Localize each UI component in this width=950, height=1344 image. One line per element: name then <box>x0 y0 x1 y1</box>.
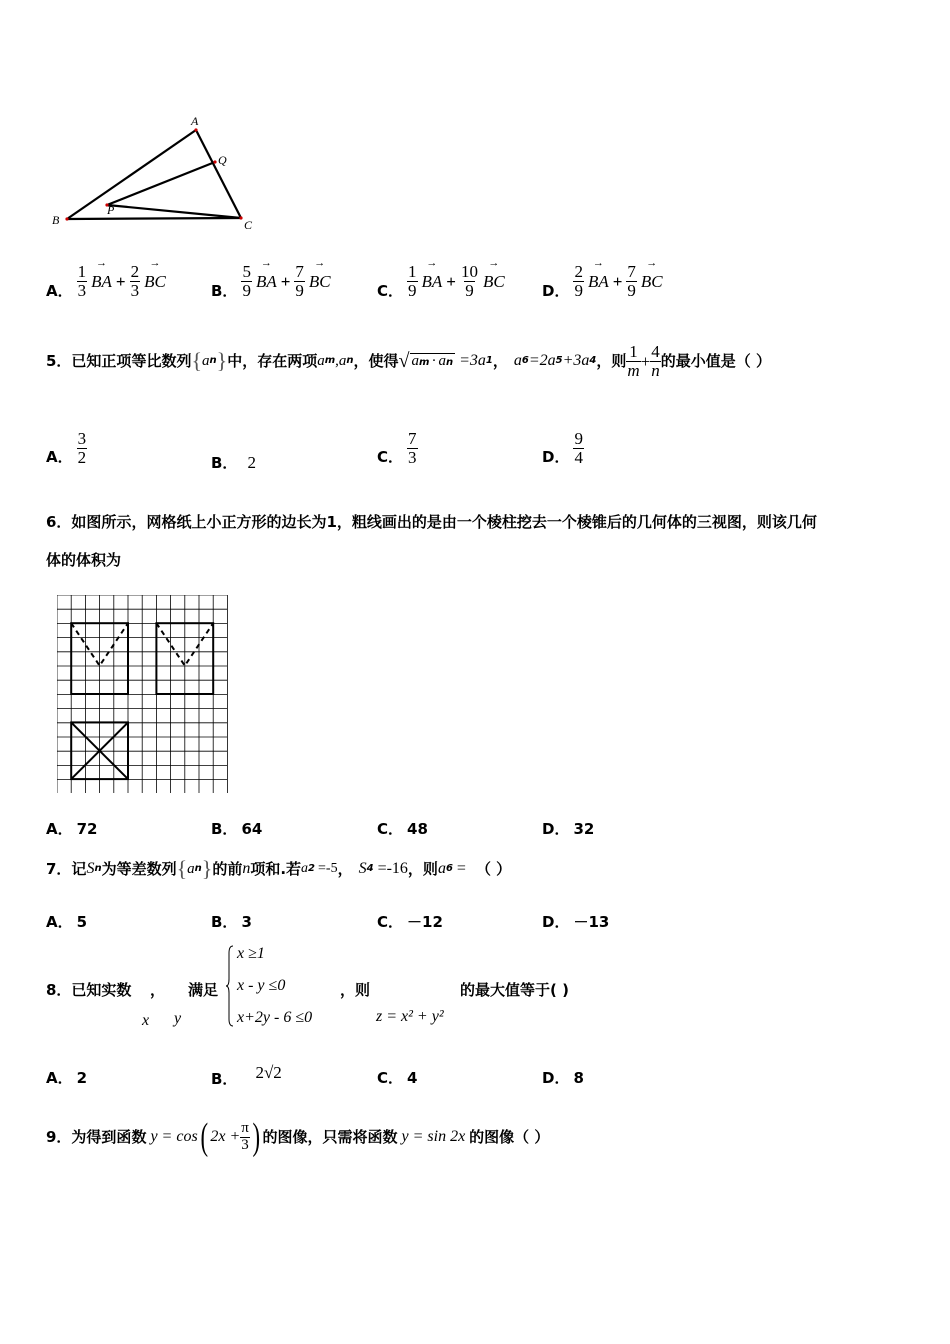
vector-ba: → BA <box>256 272 277 292</box>
q4-option-b[interactable] <box>211 262 331 301</box>
q8-z-expr: z = x² + y² <box>376 1008 444 1025</box>
q8-option-a[interactable]: A． 2 <box>46 1068 88 1087</box>
q8-var-x: x <box>142 1012 150 1029</box>
frac-1-m: $\frac{1}{m}$ <box>627 342 640 380</box>
q7-option-d[interactable]: D． －13 <box>542 913 610 931</box>
q6-option-b[interactable]: B． 64 <box>211 819 263 838</box>
sqrt-expression: √ a m · a n <box>398 350 454 373</box>
option-label: A． <box>46 282 73 300</box>
coef-1: $\frac{2}{9}$ <box>574 262 583 300</box>
plus-sign: + <box>280 271 291 291</box>
left-brace-icon <box>226 945 234 1027</box>
q7-option-b[interactable]: B． 3 <box>211 912 252 931</box>
q8-t3: 的最大值等于( ) <box>460 981 569 999</box>
q8-system: x ≥1 x - y ≤0 x+2y - 6 ≤0 <box>226 945 312 1027</box>
three-view-grid-figure <box>57 595 228 793</box>
plus-sign: + <box>115 271 126 291</box>
q8-sep: ， <box>150 981 166 999</box>
q4-option-c[interactable] <box>377 262 505 301</box>
q7-stem: 7．记 S n 为等差数列 { a n } 的前 n 项和.若 a 2 =-5 ， S 4 =-16 ，则 a 6 = （ ） <box>46 856 512 881</box>
coef-1: $\frac{1}{9}$ <box>408 262 417 300</box>
vector-ba: → BA <box>422 272 443 292</box>
q6-line-2: 体的体积为 <box>46 551 122 569</box>
q6-line-1: 6．如图所示，网格纸上小正方形的边长为1，粗线画出的是由一个棱柱挖去一个棱锥后的几何体的三视图，则该几何 <box>46 513 817 531</box>
vector-bc: → BC <box>144 272 166 292</box>
q8-option-c[interactable]: C． 4 <box>377 1068 418 1087</box>
coef-1: $\frac{1}{3}$ <box>77 262 87 300</box>
coef-2: $\frac{10}{9}$ <box>460 262 478 300</box>
q5-option-d[interactable]: D． $\frac{9}{4}$ <box>542 429 583 467</box>
frac-4-n: $\frac{4}{n}$ <box>651 342 660 380</box>
q5-stem: 5．已知正项等比数列 { a n } 中，存在两项 a m , a n ，使得 √ a m · a n =3a 1 ， a 6 =2a 5 +3a 4 ，则 $\frac{1}{m}$ + $\frac{4}{n}$ 的最小值是（ ） <box>46 342 771 380</box>
coef-2: $\frac{2}{3}$ <box>130 262 140 300</box>
option-label: C． <box>377 282 404 300</box>
plus-sign: + <box>612 271 623 291</box>
vector-bc: → BC <box>641 272 663 292</box>
q8-t2: ，则 <box>340 981 371 999</box>
q4-option-d[interactable] <box>542 262 663 301</box>
coef-1: $\frac{5}{9}$ <box>242 262 251 300</box>
coef-2: $\frac{7}{9}$ <box>295 262 304 300</box>
label-Q: Q <box>218 153 227 167</box>
q4-option-a[interactable] <box>46 262 166 301</box>
option-label: D． <box>542 282 570 300</box>
q6-option-a[interactable]: A． 72 <box>46 819 98 838</box>
coef-2: $\frac{7}{9}$ <box>627 262 636 300</box>
vector-ba: → BA <box>91 272 112 292</box>
q8-var-y: y <box>174 1010 182 1027</box>
q5-option-b[interactable]: B． 2 <box>211 452 256 472</box>
q7-option-a[interactable]: A． 5 <box>46 912 88 931</box>
vector-bc: → BC <box>483 272 505 292</box>
label-B: B <box>52 213 60 227</box>
vector-bc: → BC <box>309 272 331 292</box>
q5-option-a[interactable]: A． $\frac{3}{2}$ <box>46 429 87 467</box>
q6-option-d[interactable]: D． 32 <box>542 819 595 838</box>
q8-t-mid: 满足 <box>188 981 219 999</box>
vector-ba: → BA <box>588 272 609 292</box>
label-A: A <box>191 114 199 128</box>
label-C: C <box>244 218 253 232</box>
triangle-figure <box>45 110 270 240</box>
q8-prefix: 8．已知实数 <box>46 981 132 999</box>
plus-sign: + <box>446 271 456 291</box>
q5-option-c[interactable]: C． $\frac{7}{3}$ <box>377 429 417 467</box>
q7-option-c[interactable]: C． －12 <box>377 913 443 931</box>
q8-option-d[interactable]: D． 8 <box>542 1068 584 1087</box>
q9-stem: 9．为得到函数 y = cos ( 2x + $\frac{\pi}{3}$ ) 的图像，只需将函数 y = sin 2x 的图像（ ） <box>46 1116 550 1158</box>
option-label: B． <box>211 282 238 300</box>
q6-option-c[interactable]: C． 48 <box>377 819 428 838</box>
label-P: P <box>107 203 115 217</box>
q8-option-b[interactable]: B． 2√2 <box>211 1062 282 1088</box>
